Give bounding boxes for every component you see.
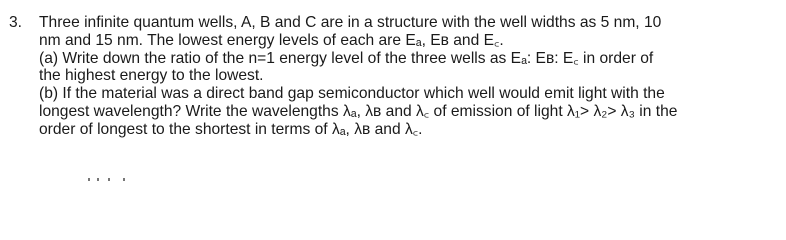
question-body [39,14,779,139]
question-3 [9,14,779,139]
cropped-text-fragment [88,176,148,182]
question-line-2: nm and 15 nm. The lowest energy levels of each are Eₐ, Eʙ and E꜀. [39,31,504,49]
question-line-6: longest wavelength? Write the wavelengths λₐ, λʙ and λ꜀ of emission of light λ₁> λ₂> λ₃ in the [39,102,678,120]
question-number: 3. [9,14,23,31]
question-line-7: order of longest to the shortest in terms of λₐ, λʙ and λ꜀. [39,120,423,138]
question-line-1: Three infinite quantum wells, A, B and C are in a structure with the well widths as 5 nm, 10 [39,14,662,31]
question-line-5: (b) If the material was a direct band gap semiconductor which well would emit light with the [39,85,665,103]
question-line-3: (a) Write down the ratio of the n=1 energy level of the three wells as Eₐ: Eʙ: E꜀ in order of [39,49,654,67]
question-line-4: the highest energy to the lowest. [39,67,264,85]
